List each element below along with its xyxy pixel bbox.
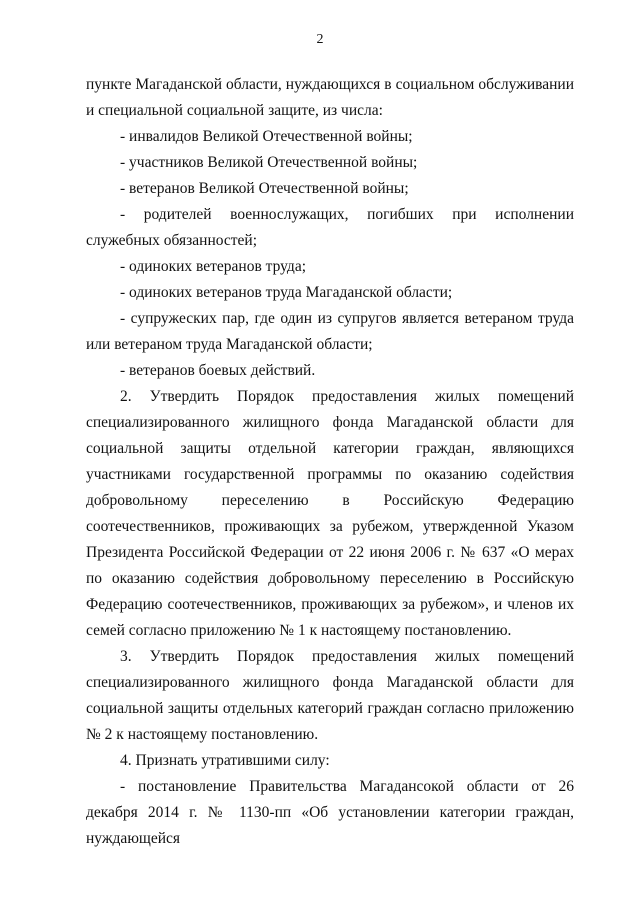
paragraph-point-2: 2. Утвердить Порядок предоставления жилых помещений специализированного жилищного фонда Магаданской области для социальной защиты отдельной категории граждан, являющихся участниками государственной программы по оказанию содействия добровольному переселению в Российскую Федерацию соотечественников, проживающих за рубежом, утвержденной Указом Президента Российской Федерации от 22 июня 2006 г. № 637 «О мерах по оказанию содействия добровольному переселению в Российскую Федерацию соотечественников, проживающих за рубежом», и членов их семей согласно приложению № 1 к настоящему постановлению. (86, 388, 574, 639)
paragraph-point-3: 3. Утвердить Порядок предоставления жилых помещений специализированного жилищного фонда Магаданской области для социальной защиты отдельных категорий граждан согласно приложению № 2 к настоящему постановлению. (86, 648, 574, 743)
list-item-married-couples: - супружеских пар, где один из супругов является ветераном труда или ветераном труда Магаданской области; (86, 310, 574, 353)
list-item-single-labor-veterans-magadan: - одиноких ветеранов труда Магаданской области; (120, 284, 453, 301)
page-number: 2 (316, 32, 324, 47)
list-item-parents-of-soldiers: - родителей военнослужащих, погибших при исполнении служебных обязанностей; (86, 206, 574, 249)
list-item-invalids-wwii: - инвалидов Великой Отечественной войны; (120, 128, 413, 145)
list-item-single-labor-veterans: - одиноких ветеранов труда; (120, 258, 306, 275)
list-item-veterans-wwii: - ветеранов Великой Отечественной войны; (120, 180, 409, 197)
document-body (86, 72, 574, 852)
paragraph-point-4: 4. Признать утратившими силу: (120, 752, 330, 769)
paragraph-repealed-resolution: - постановление Правительства Магадансокой области от 26 декабря 2014 г. № 1130-пп «Об установлении категории граждан, нуждающейся (86, 778, 574, 847)
list-item-participants-wwii: - участников Великой Отечественной войны; (120, 154, 418, 171)
list-item-combat-veterans: - ветеранов боевых действий. (120, 362, 316, 379)
paragraph-intro: пункте Магаданской области, нуждающихся в социальном обслуживании и специальной социальной защите, из числа: (86, 76, 574, 119)
